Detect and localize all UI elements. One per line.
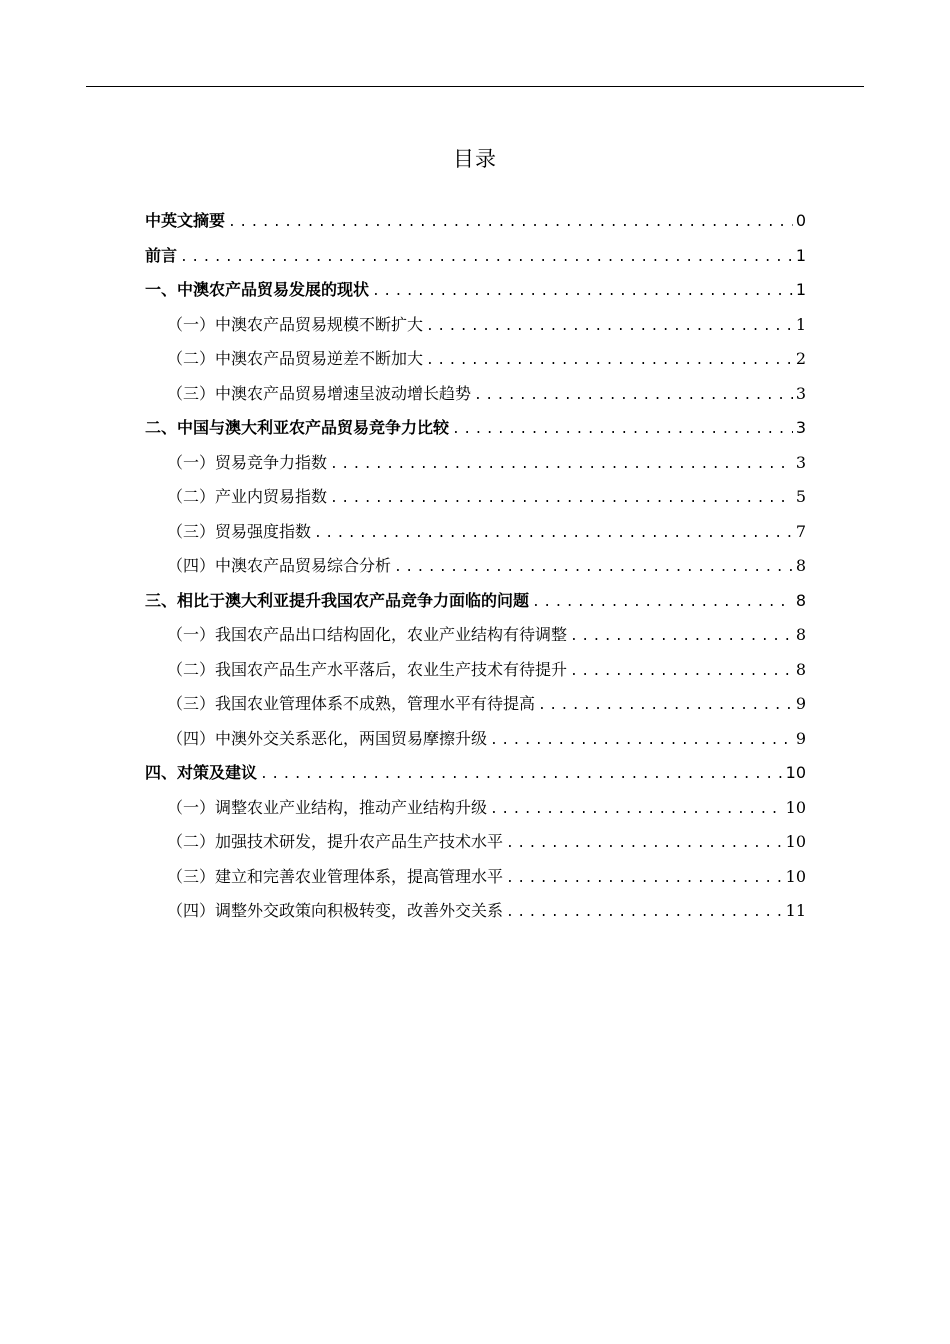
toc-dot-leader <box>452 413 793 448</box>
toc-dot-leader <box>228 206 793 241</box>
toc-dot-leader <box>532 586 793 621</box>
toc-entry-page-number: 2 <box>795 349 806 368</box>
toc-entry-label: （四）调整外交政策向积极转变，改善外交关系 <box>167 901 504 920</box>
toc-entry-page-number: 10 <box>785 866 806 886</box>
toc-entry[interactable] <box>145 687 806 722</box>
toc-entry-label: （二）中澳农产品贸易逆差不断加大 <box>167 349 424 368</box>
toc-entry-label: 二、中国与澳大利亚农产品贸易竞争力比较 <box>145 418 450 437</box>
toc-entry[interactable] <box>145 342 806 377</box>
toc-entry-label: （二）加强技术研发，提升农产品生产技术水平 <box>167 832 504 851</box>
toc-dot-leader <box>260 758 783 793</box>
toc-dot-leader <box>506 862 783 897</box>
toc-entry-label: （一）贸易竞争力指数 <box>167 452 328 472</box>
toc-entry-page-number: 1 <box>795 245 806 265</box>
toc-entry-page-number: 1 <box>795 314 806 334</box>
toc-entry[interactable] <box>145 308 806 343</box>
toc-entry-page-number: 8 <box>795 590 806 610</box>
toc-entry-label: 中英文摘要 <box>145 211 226 230</box>
toc-entry[interactable] <box>145 480 806 515</box>
toc-entry[interactable] <box>145 756 806 791</box>
toc-dot-leader <box>426 344 793 379</box>
toc-entry[interactable] <box>145 584 806 619</box>
toc-entry[interactable] <box>145 549 806 584</box>
toc-entry[interactable] <box>145 791 806 826</box>
toc-dot-leader <box>180 241 793 276</box>
toc-entry-label: 四、对策及建议 <box>145 763 258 782</box>
toc-entry-page-number: 8 <box>795 625 806 644</box>
toc-entry[interactable] <box>145 515 806 550</box>
toc-entry[interactable] <box>145 446 806 481</box>
toc-dot-leader <box>570 620 793 655</box>
toc-entry-label: （三）中澳农产品贸易增速呈波动增长趋势 <box>167 383 472 403</box>
toc-entry[interactable] <box>145 618 806 653</box>
toc-entry-label: （一）我国农产品出口结构固化，农业产业结构有待调整 <box>167 625 568 644</box>
toc-entry-page-number: 8 <box>795 659 806 679</box>
toc-entry-page-number: 10 <box>785 763 806 782</box>
toc-dot-leader <box>506 896 783 931</box>
toc-entry-page-number: 5 <box>795 487 806 506</box>
toc-dot-leader <box>394 551 793 586</box>
toc-entry[interactable] <box>145 653 806 688</box>
toc-entry-label: （二）我国农产品生产水平落后，农业生产技术有待提升 <box>167 659 568 679</box>
toc-dot-leader <box>330 482 793 517</box>
toc-entry-page-number: 1 <box>795 280 806 299</box>
toc-entry-label: （三）我国农业管理体系不成熟，管理水平有待提高 <box>167 694 536 713</box>
toc-dot-leader <box>506 827 783 862</box>
toc-dot-leader <box>372 275 793 310</box>
toc-entry-page-number: 9 <box>795 728 806 748</box>
toc-dot-leader <box>330 448 793 483</box>
toc-dot-leader <box>426 310 793 345</box>
toc-dot-leader <box>538 689 793 724</box>
header-rule <box>86 86 864 87</box>
toc-dot-leader <box>490 793 783 828</box>
toc-entry-label: （四）中澳外交关系恶化，两国贸易摩擦升级 <box>167 728 488 748</box>
toc-entry[interactable] <box>145 411 806 446</box>
toc-entry[interactable] <box>145 860 806 895</box>
toc-entry-page-number: 9 <box>795 694 806 713</box>
toc-entry-page-number: 11 <box>785 901 806 920</box>
toc-entry-label: 三、相比于澳大利亚提升我国农产品竞争力面临的问题 <box>145 590 530 610</box>
toc-title: 目录 <box>453 147 497 171</box>
toc-entry[interactable] <box>145 825 806 860</box>
toc-dot-leader <box>490 724 793 759</box>
toc-entry-page-number: 10 <box>785 832 806 851</box>
toc-entry-page-number: 10 <box>785 797 806 817</box>
toc-entry[interactable] <box>145 204 806 239</box>
toc-entry-page-number: 0 <box>795 211 806 230</box>
toc-entry-label: （一）中澳农产品贸易规模不断扩大 <box>167 314 424 334</box>
toc-entry-label: （四）中澳农产品贸易综合分析 <box>167 556 392 575</box>
toc-entry-label: （三）建立和完善农业管理体系，提高管理水平 <box>167 866 504 886</box>
toc-dot-leader <box>314 517 793 552</box>
toc-entry[interactable] <box>145 722 806 757</box>
toc-dot-leader <box>570 655 793 690</box>
toc-dot-leader <box>474 379 793 414</box>
toc-entry[interactable] <box>145 894 806 929</box>
toc-entry-page-number: 3 <box>795 452 806 472</box>
toc-entry-label: 前言 <box>145 245 178 265</box>
toc-entry-page-number: 3 <box>795 383 806 403</box>
toc-entry-label: 一、中澳农产品贸易发展的现状 <box>145 280 370 299</box>
toc-entry[interactable] <box>145 273 806 308</box>
toc-entry-label: （三）贸易强度指数 <box>167 521 312 541</box>
toc-entry[interactable] <box>145 377 806 412</box>
toc-entry-label: （二）产业内贸易指数 <box>167 487 328 506</box>
toc-entry-page-number: 3 <box>795 418 806 437</box>
toc-entry-page-number: 8 <box>795 556 806 575</box>
toc-entry-label: （一）调整农业产业结构，推动产业结构升级 <box>167 797 488 817</box>
toc-entry-page-number: 7 <box>795 521 806 541</box>
toc-entry[interactable] <box>145 239 806 274</box>
toc-list <box>145 204 806 929</box>
